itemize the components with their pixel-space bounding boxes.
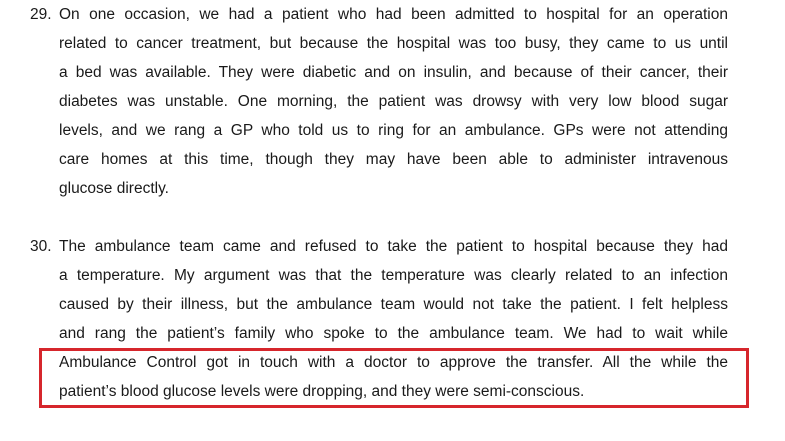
paragraph-line: glucose directly. — [59, 180, 169, 197]
paragraph-line: a temperature. My argument was that the temperature was clearly related to an infection — [59, 267, 728, 284]
paragraph-line: and rang the patient’s family who spoke to the ambulance team. We had to wait while — [59, 325, 728, 342]
paragraph-line: The ambulance team came and refused to take the patient to hospital because they had — [59, 238, 728, 255]
paragraph-line: care homes at this time, though they may have been able to administer intravenous — [59, 151, 728, 168]
paragraph-number: 30. — [30, 238, 52, 255]
highlight-box — [39, 348, 749, 408]
paragraph-line: levels, and we rang a GP who told us to ring for an ambulance. GPs were not attending — [59, 122, 728, 139]
paragraph-line: patient’s blood glucose levels were dropping, and they were semi-conscious. — [59, 383, 585, 400]
paragraph-line: related to cancer treatment, but because the hospital was too busy, they came to us until — [59, 35, 728, 52]
paragraph-line: diabetes was unstable. One morning, the patient was drowsy with very low blood sugar — [59, 93, 728, 110]
paragraph-line: Ambulance Control got in touch with a doctor to approve the transfer. All the while the — [59, 354, 728, 371]
paragraph-line: On one occasion, we had a patient who had been admitted to hospital for an operation — [59, 6, 728, 23]
paragraph-number: 29. — [30, 6, 52, 23]
paragraph-line: caused by their illness, but the ambulance team would not take the patient. I felt helpless — [59, 296, 728, 313]
paragraph-line: a bed was available. They were diabetic and on insulin, and because of their cancer, their — [59, 64, 728, 81]
